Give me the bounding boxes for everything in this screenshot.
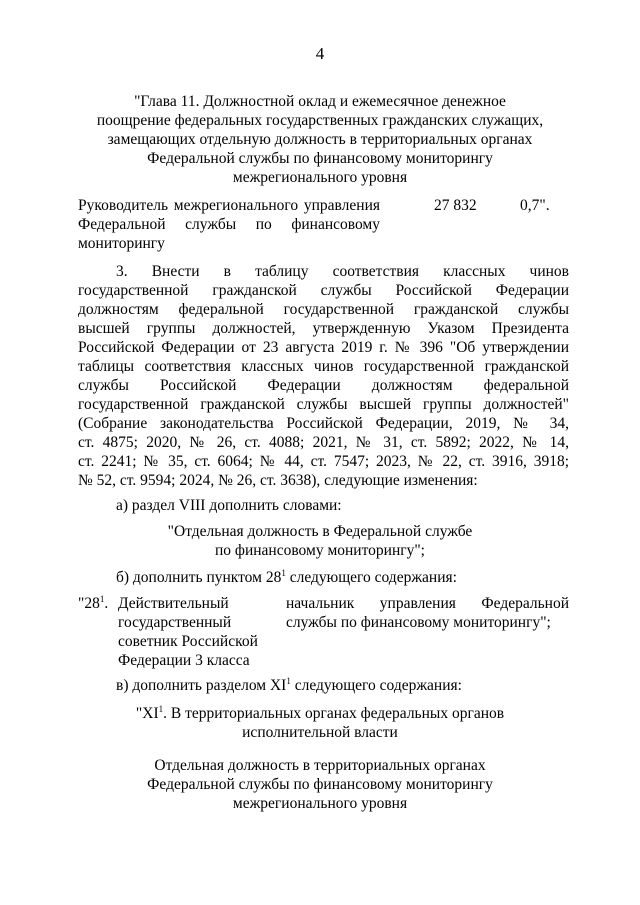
section-title: . В территориальных органах федеральных органов [163, 705, 505, 722]
subitem-b-tail: следующего содержания: [285, 569, 457, 586]
rank-line: советник Российской [118, 633, 258, 650]
section-number: "XI [135, 705, 159, 722]
chapter-heading-line: межрегионального уровня [232, 169, 408, 186]
position-cell [78, 196, 380, 253]
chapter-heading-line: Федеральной службы по финансовому мониторингу [147, 150, 493, 167]
section-heading-line: исполнительной власти [242, 724, 398, 741]
page-number: 4 [315, 44, 325, 63]
rank-cell [118, 594, 274, 670]
rank-line: государственный [118, 614, 232, 631]
office-heading-line: Отдельная должность в территориальных органах [154, 757, 486, 774]
position-line: Руководитель межрегионального управления [78, 197, 380, 214]
office-heading-line: Федеральной службы по финансовому мониторингу [147, 776, 493, 793]
paragraph-line: (Собрание законодательства Российской Федерации, 2019, № 34, [78, 415, 569, 432]
table-row-28 [78, 594, 569, 674]
office-heading-line: межрегионального уровня [232, 795, 408, 812]
subitem-c-tail: следующего содержания: [290, 677, 462, 694]
office-heading [60, 756, 580, 813]
salary-cell: 27 832 [434, 197, 477, 214]
position-line: мониторингу [78, 235, 165, 252]
subitem-b-sup: 1 [281, 567, 286, 578]
paragraph-line: службы Российской Федерации должностям федеральной [78, 377, 569, 394]
paragraph-line: ст. 2241; № 35, ст. 6064; № 44, ст. 7547; 2023, № 22, ст. 3916, 3918; [78, 453, 569, 470]
rank-line: Федерации 3 класса [118, 652, 250, 669]
subitem-b-text: б) дополнить пунктом 28 [116, 569, 282, 586]
paragraph-line: 3. Внести в таблицу соответствия классных чинов [116, 263, 569, 280]
quote-line: "Отдельная должность в Федеральной службе [167, 523, 473, 540]
position-cell-28 [286, 594, 569, 632]
row-number-text: "28 [78, 595, 100, 612]
paragraph-line: ст. 4875; 2020, № 26, ст. 4088; 2021, № 31, ст. 5892; 2022, № 14, [78, 434, 569, 451]
paragraph-line: государственной гражданской службы высшей группы должностей" [78, 396, 569, 413]
paragraph-line: государственной гражданской службы Российской Федерации [78, 282, 569, 299]
subitem-a: а) раздел VIII дополнить словами: [116, 497, 342, 514]
paragraph-line: должностям федеральной государственной гражданской службы [78, 301, 569, 318]
paragraph-line: № 52, ст. 9594; 2024, № 26, ст. 3638), следующие изменения: [78, 472, 478, 489]
paragraph-line: Российской Федерации от 23 августа 2019 г. № 396 "Об утверждении [78, 339, 569, 356]
row-number-sup: 1 [99, 593, 105, 604]
quote-a [60, 522, 580, 560]
section-number-sup: 1 [158, 703, 164, 714]
chapter-heading [60, 92, 580, 187]
paragraph-line: высшей группы должностей, утвержденную Указом Президента [78, 320, 569, 337]
paragraph-line: таблицы соответствия классных чинов государственной гражданской [78, 358, 569, 375]
quote-line: по финансовому мониторингу"; [214, 542, 425, 559]
position-line: Федеральной службы по финансовому [78, 216, 380, 233]
position-line: начальник управления Федеральной [286, 595, 569, 612]
chapter-heading-line: "Глава 11. Должностной оклад и ежемесячное денежное [134, 93, 506, 110]
subitem-c [116, 676, 462, 695]
rank-line: Действительный [118, 595, 229, 612]
item-3-paragraph [78, 262, 569, 490]
section-heading-line [60, 704, 580, 723]
chapter-heading-line: поощрение федеральных государственных гражданских служащих, [96, 112, 544, 129]
chapter-heading-line: замещающих отдельную должность в территориальных органах [107, 131, 533, 148]
subitem-c-sup: 1 [286, 675, 291, 686]
section-heading [60, 704, 580, 742]
subitem-c-text: в) дополнить разделом XI [116, 677, 287, 694]
coefficient-cell: 0,7". [520, 197, 550, 214]
position-line: службы по финансовому мониторингу"; [286, 614, 551, 631]
row-number [78, 594, 108, 613]
row-number-dot: . [104, 595, 109, 612]
subitem-b [116, 568, 457, 587]
